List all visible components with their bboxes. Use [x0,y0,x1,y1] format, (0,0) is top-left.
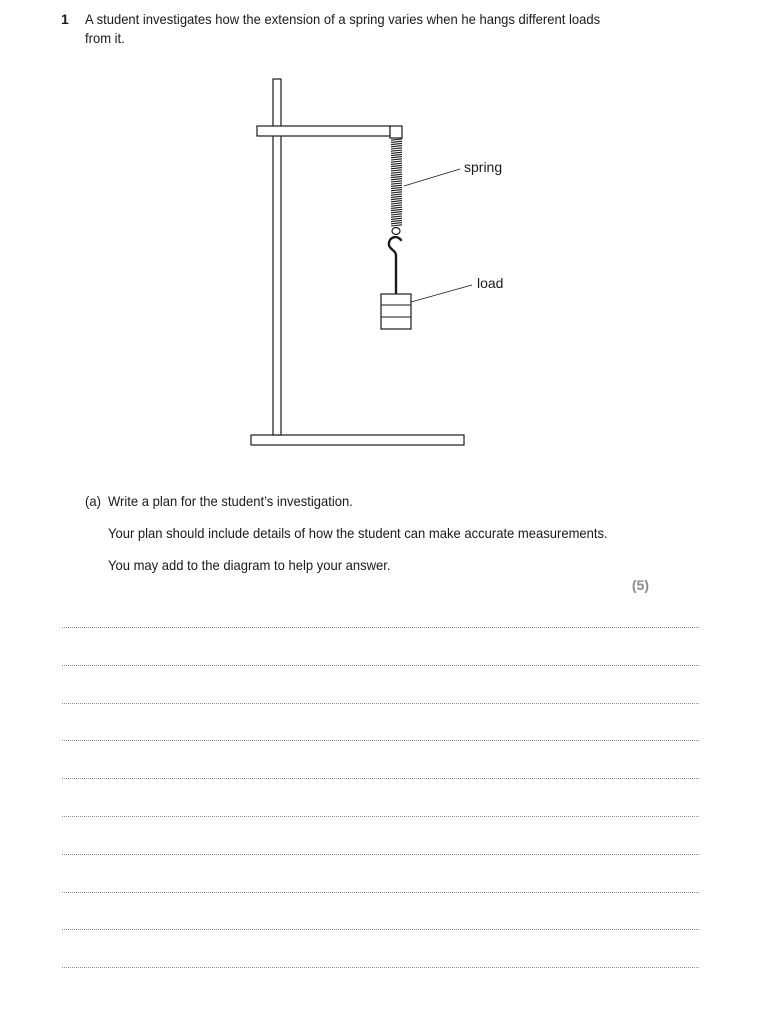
question-number: 1 [61,11,69,27]
spring-coil [391,218,402,219]
spring-coil [391,165,402,166]
answer-line[interactable] [62,929,699,930]
answer-line[interactable] [62,627,699,628]
answer-area[interactable] [62,627,699,987]
spring-coil [391,176,402,177]
spring-coil [391,225,402,226]
answer-line[interactable] [62,967,699,968]
spring-coil [391,154,402,155]
spring-apparatus-diagram[interactable] [0,0,768,470]
part-a-note: You may add to the diagram to help your answer. [108,557,391,573]
answer-line[interactable] [62,892,699,893]
spring-coil [391,152,402,153]
spring-coil [391,159,402,160]
spring-coil [391,216,402,217]
spring-coil [391,201,402,202]
answer-line[interactable] [62,703,699,704]
clamp-block [390,126,402,138]
answer-line[interactable] [62,854,699,855]
part-a-label: (a) [85,493,101,509]
answer-line[interactable] [62,778,699,779]
spring-coil [391,148,402,149]
load-hook [389,237,401,294]
clamp-arm [257,126,390,136]
spring-coil [391,143,402,144]
spring-end-loop [392,228,400,235]
spring-coil [391,207,402,208]
load-leader-line [411,285,472,302]
spring-coil [391,172,402,173]
spring-coil [391,161,402,162]
spring-label: spring [464,159,503,175]
spring-coil [391,203,402,204]
spring-coil [391,141,402,142]
load-label: load [477,275,504,291]
spring-coil [391,212,402,213]
spring-coil [391,187,402,188]
spring-coil [391,192,402,193]
spring-leader-line [404,169,460,186]
spring-coil [391,150,402,151]
spring-coil [391,183,402,184]
spring-coil [391,157,402,158]
spring-coil [391,174,402,175]
spring-coil [391,209,402,210]
answer-line[interactable] [62,665,699,666]
part-a-instruction: Write a plan for the student’s investigation. [108,493,353,509]
spring-coil [391,205,402,206]
answer-line[interactable] [62,816,699,817]
part-a-detail: Your plan should include details of how the student can make accurate measurements. [108,525,608,541]
spring-coil [391,146,402,147]
spring-coil [391,223,402,224]
question-stem: A student investigates how the extension of a spring varies when he hangs different loads from it. [85,11,601,46]
load-mass [381,294,411,329]
spring-coil [391,190,402,191]
spring-coil [391,194,402,195]
spring-coil [391,179,402,180]
marks-badge: (5) [631,577,649,593]
spring-coil [391,220,402,221]
spring-coil [391,185,402,186]
spring-coil [391,170,402,171]
spring-coil [391,139,402,140]
spring-coil [391,181,402,182]
stand-base [251,435,464,445]
spring-coil [391,163,402,164]
spring-coil [391,214,402,215]
spring [391,139,402,226]
spring-coil [391,168,402,169]
answer-line[interactable] [62,740,699,741]
spring-coil [391,196,402,197]
spring-coil [391,198,402,199]
